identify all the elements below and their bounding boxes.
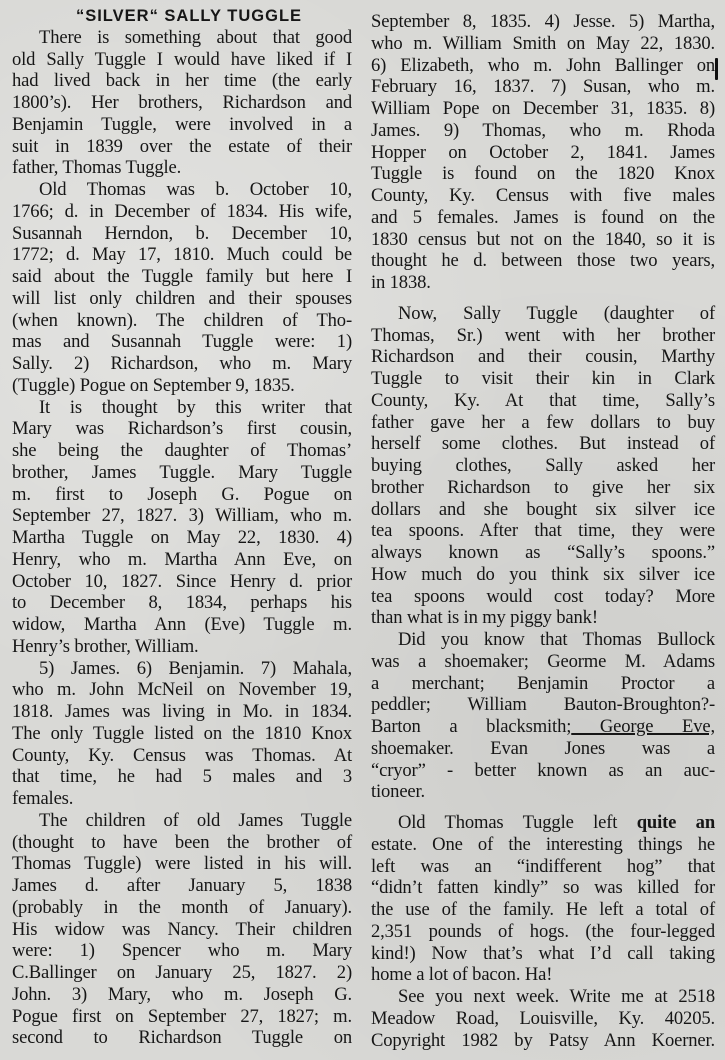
ink-mark (715, 58, 718, 80)
line-text: to December 8, 1834, perhaps his (12, 592, 352, 614)
line-text: 1766; d. in December of 1834. His wife, (12, 200, 352, 222)
line-text: herself some clothes. But instead of (371, 433, 715, 455)
text-line (12, 462, 352, 484)
line-text: Now, Sally Tuggle (daughter of (398, 302, 715, 324)
line-text: (when known). The children of Tho- (12, 309, 352, 331)
line-text: thought he d. between those two years, (371, 250, 715, 272)
line-text: will list only children and their spouses (12, 287, 352, 309)
line-text: home a lot of bacon. Ha! (371, 964, 553, 986)
text-line (371, 499, 715, 521)
text-line (12, 919, 352, 941)
text-line (371, 651, 715, 673)
text-line (12, 266, 352, 288)
text-line (12, 201, 352, 223)
line-text: the use of the family. He left a total of (371, 899, 715, 920)
text-line (12, 940, 352, 962)
text-line (371, 629, 715, 651)
line-text: (Tuggle) Pogue on September 9, 1835. (12, 374, 295, 396)
line-text: C.Ballinger on January 25, 1827. 2) (12, 962, 352, 983)
text-line (371, 520, 715, 542)
line-text: 1818. James was living in Mo. in 1834. (12, 701, 352, 722)
line-text: William Pope on December 31, 1835. 8) (371, 98, 715, 119)
text-line (371, 142, 715, 164)
article-title (12, 5, 352, 27)
line-text: old Sally Tuggle I would have liked if I (12, 48, 352, 70)
text-line (371, 943, 715, 965)
text-line (12, 331, 352, 353)
line-text: John. 3) Mary, who m. Joseph G. (12, 983, 352, 1005)
text-line (371, 607, 715, 629)
text-line (371, 856, 715, 878)
text-line (12, 636, 352, 658)
text-line (12, 527, 352, 549)
underlined-text: George Eve, (571, 716, 716, 737)
text-line (371, 1008, 715, 1030)
line-text: suit in 1839 over the estate of their (12, 135, 352, 157)
line-text: Mary was Richardson’s first cousin, (12, 418, 352, 440)
line-text: father, Thomas Tuggle. (12, 157, 182, 179)
line-text: Did you know that Thomas Bullock (398, 629, 715, 650)
line-text: said about the Tuggle family but here I (12, 266, 352, 287)
text-line (12, 962, 352, 984)
line-text: kind!) Now that’s what I’d call taking (371, 942, 715, 964)
text-line (12, 440, 352, 462)
line-text: Pogue first on September 27, 1827; m. (12, 1005, 352, 1027)
line-text: 6) Elizabeth, who m. John Ballinger on (371, 54, 715, 76)
text-line (371, 921, 715, 943)
text-line (12, 27, 352, 49)
line-text: widow, Martha Ann (Eve) Tuggle m. (12, 614, 352, 635)
line-text: The only Tuggle listed on the 1810 Knox (12, 722, 352, 744)
text-line (12, 375, 352, 397)
text-line (371, 368, 715, 390)
line-text: Thomas Tuggle) were listed in his will. (12, 853, 352, 875)
line-text: Richardson and their cousin, Marthy (371, 346, 715, 368)
text-line (12, 1006, 352, 1028)
line-text: 2,351 pounds of hogs. (the four-legged (371, 920, 715, 942)
line-text: Old Thomas was b. October 10, (39, 179, 352, 200)
line-text: Old Thomas Tuggle left (398, 812, 618, 833)
line-text: brother, James Tuggle. Mary Tuggle (12, 461, 352, 483)
line-text: dollars and she bought six silver ice (371, 498, 715, 520)
text-line (12, 701, 352, 723)
line-text: September 27, 1827. 3) William, who m. (12, 505, 352, 527)
text-line (371, 899, 715, 921)
line-text: shoemaker. Evan Jones was a (371, 737, 715, 759)
line-text: a merchant; Benjamin Proctor a (371, 672, 715, 694)
text-line (12, 484, 352, 506)
text-line (371, 390, 715, 412)
text-line (12, 897, 352, 919)
line-text: “SILVER“ SALLY TUGGLE (75, 7, 303, 25)
text-line (12, 288, 352, 310)
line-text: mas and Susannah Tuggle were: 1) (12, 331, 352, 353)
text-line (371, 120, 715, 142)
line-text: father gave her a few dollars to buy (371, 411, 715, 433)
line-text: October 10, 1827. Since Henry d. prior (12, 570, 352, 592)
line-text: who m. John McNeil on November 19, (12, 679, 352, 701)
text-line (371, 834, 715, 856)
line-text: was a shoemaker; Georme M. Adams (371, 650, 715, 672)
text-line (371, 694, 715, 716)
line-text: James. 9) Thomas, who m. Rhoda (371, 119, 715, 141)
line-text: females. (12, 788, 74, 809)
text-line (371, 455, 715, 477)
line-text: February 16, 1837. 7) Susan, who m. (371, 76, 715, 98)
line-text: James d. after January 5, 1838 (12, 875, 352, 896)
text-line (371, 272, 715, 294)
line-text: peddler; William Bauton-Broughton?- (371, 694, 715, 716)
line-text: September 8, 1835. 4) Jesse. 5) Martha, (371, 11, 715, 32)
line-text: always known as “Sally’s spoons.” (371, 542, 715, 563)
line-text: Hopper on October 2, 1841. James (371, 141, 715, 163)
line-text: The children of old James Tuggle (39, 809, 352, 831)
line-text: buying clothes, Sally asked her (371, 455, 715, 476)
line-text: 1800’s). Her brothers, Richardson and (12, 92, 352, 113)
text-line (371, 412, 715, 434)
text-line (371, 877, 715, 899)
line-text: tioneer. (371, 781, 426, 803)
line-text: Susannah Herndon, b. December 10, (12, 222, 352, 244)
line-text: that time, he had 5 males and 3 (12, 766, 352, 788)
line-text: second to Richardson Tuggle on (12, 1027, 352, 1049)
text-line (12, 984, 352, 1006)
text-line (12, 875, 352, 897)
text-line (12, 397, 352, 419)
text-line (371, 163, 715, 185)
text-line (371, 207, 715, 229)
line-text: It is thought by this writer that (39, 396, 352, 418)
text-line (12, 810, 352, 832)
line-text: Sally. 2) Richardson, who m. Mary (12, 353, 352, 374)
text-line (371, 986, 715, 1008)
line-text: Barton a blacksmith; (371, 716, 572, 737)
text-line (12, 49, 352, 71)
text-line (12, 505, 352, 527)
line-text: Martha Tuggle on May 22, 1830. 4) (12, 527, 352, 548)
text-line (12, 592, 352, 614)
text-line (371, 185, 715, 207)
line-text: tea spoons would cost today? More (371, 585, 715, 607)
line-text: Meadow Road, Louisville, Ky. 40205. (371, 1007, 715, 1029)
line-text: How much do you think six silver ice (371, 563, 715, 585)
line-text: left was an “indifferent hog” that (371, 855, 715, 877)
text-line (371, 33, 715, 55)
text-line (12, 114, 352, 136)
line-text: County, Ky. Census with five males (371, 185, 715, 206)
text-line (371, 738, 715, 760)
text-line (371, 229, 715, 251)
text-line (371, 55, 715, 77)
line-text: in 1838. (371, 272, 431, 293)
text-line (371, 586, 715, 608)
line-text: Benjamin Tuggle, were involved in a (12, 113, 352, 135)
text-line (12, 788, 352, 810)
text-line (12, 157, 352, 179)
text-line (12, 136, 352, 158)
line-text: County, Ky. Census was Thomas. At (12, 744, 352, 766)
line-text: 1772; d. May 17, 1810. Much could be (12, 244, 352, 266)
line-text: had lived back in her time (the early (12, 70, 352, 92)
line-text: and 5 females. James is found on the (371, 206, 715, 228)
line-text: 1830 census but not on the 1840, so it is (371, 228, 715, 250)
line-text: See you next week. Write me at 2518 (398, 986, 715, 1007)
text-line (12, 549, 352, 571)
text-line (371, 76, 715, 98)
text-line (371, 781, 715, 803)
text-line (12, 571, 352, 593)
line-text: Tuggle to visit their kin in Clark (371, 368, 715, 389)
text-line (371, 564, 715, 586)
text-line (12, 223, 352, 245)
text-line (371, 346, 715, 368)
text-line (12, 92, 352, 114)
line-text: Henry’s brother, William. (12, 635, 199, 657)
line-text: County, Ky. At that time, Sally’s (371, 389, 715, 411)
line-text: than what is in my piggy bank! (371, 607, 598, 629)
text-line (371, 964, 715, 986)
text-line (12, 766, 352, 788)
text-line (371, 325, 715, 347)
line-text: who m. William Smith on May 22, 1830. (371, 32, 715, 54)
line-text: His widow was Nancy. Their children (12, 918, 352, 940)
text-line (371, 477, 715, 499)
line-text: 5) James. 6) Benjamin. 7) Mahala, (39, 657, 352, 679)
line-text: Tuggle is found on the 1820 Knox (371, 163, 715, 185)
line-text: Copyright 1982 by Patsy Ann Koerner. (371, 1029, 715, 1051)
text-line (12, 658, 352, 680)
text-line (371, 11, 715, 33)
text-line (12, 70, 352, 92)
text-line (371, 98, 715, 120)
text-line (371, 303, 715, 325)
text-line (12, 614, 352, 636)
line-text: “didn’t fatten kindly” so was killed for (371, 877, 715, 899)
text-line (12, 353, 352, 375)
line-text: Thomas, Sr.) went with her brother (371, 324, 715, 346)
line-text: “cryor” - better known as an auc- (371, 759, 715, 781)
text-line (12, 832, 352, 854)
text-line (371, 673, 715, 695)
line-text: she being the daughter of Thomas’ (12, 440, 352, 461)
line-text: There is something about that good (39, 26, 352, 48)
text-line (12, 244, 352, 266)
text-line (371, 716, 715, 738)
line-text: m. first to Joseph G. Pogue on (12, 483, 352, 505)
line-text: Henry, who m. Martha Ann Eve, on (12, 548, 352, 570)
text-line (12, 745, 352, 767)
text-line (371, 433, 715, 455)
text-line (371, 1030, 715, 1052)
line-text: (thought to have been the brother of (12, 831, 352, 853)
line-text: (probably in the month of January). (12, 896, 352, 918)
text-line (12, 853, 352, 875)
text-line (371, 812, 715, 834)
text-line (12, 1027, 352, 1049)
text-line (12, 679, 352, 701)
bold-text: quite an (636, 812, 716, 833)
text-line (12, 179, 352, 201)
line-text: tea spoons. After that time, they were (371, 520, 715, 542)
line-text: were: 1) Spencer who m. Mary (12, 940, 352, 962)
text-line (12, 723, 352, 745)
text-line (12, 418, 352, 440)
text-line (371, 250, 715, 272)
text-line (12, 310, 352, 332)
line-text: estate. One of the interesting things he (371, 833, 715, 855)
text-line (371, 542, 715, 564)
text-line (371, 760, 715, 782)
line-text: brother Richardson to give her six (371, 476, 715, 498)
